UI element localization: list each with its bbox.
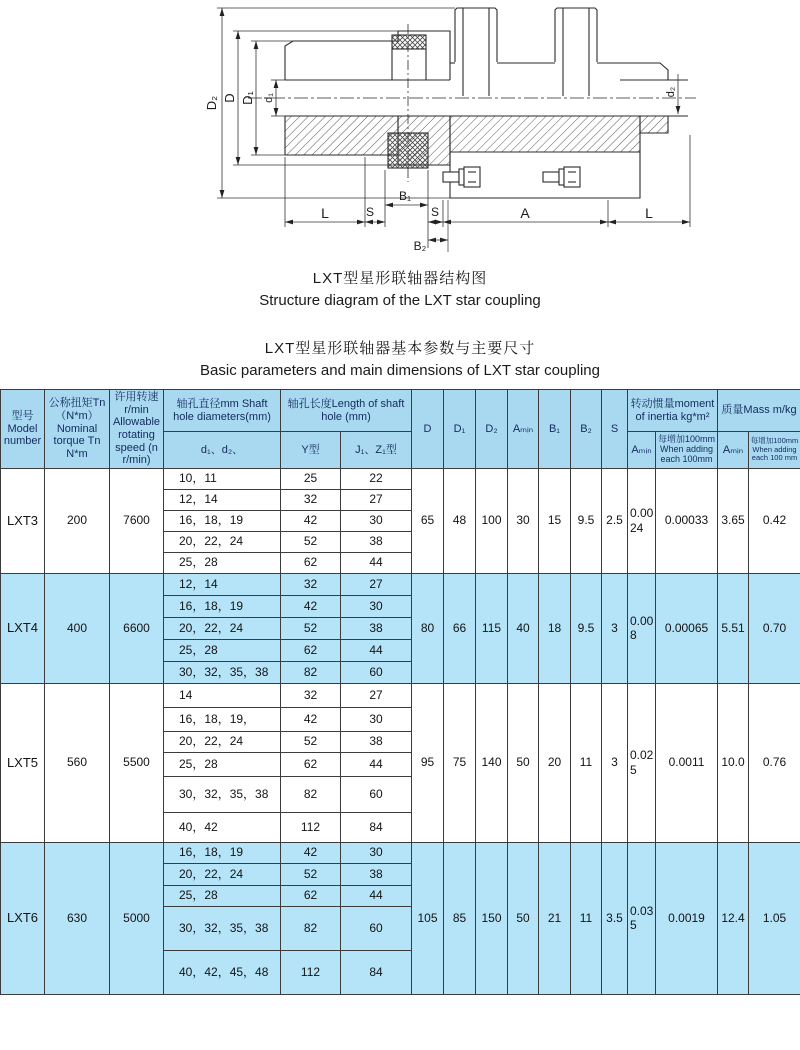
model-name: LXT3 bbox=[1, 468, 45, 573]
dimension-labels bbox=[204, 87, 677, 253]
subheader-mass-amin: Aₘᵢₙ bbox=[718, 432, 749, 469]
y-len-cell: 52 bbox=[281, 863, 341, 885]
params-title-zh: LXT型星形联轴器基本参数与主要尺寸 bbox=[264, 340, 536, 357]
subheader-inertia-add: 每增加100mm When adding each 100mm bbox=[656, 432, 718, 469]
jz-len-cell: 84 bbox=[341, 812, 412, 842]
model-torque: 400 bbox=[45, 573, 110, 683]
dim-B2: 9.5 bbox=[571, 468, 602, 573]
shaft-dia-cell: 40，42，45，48 bbox=[164, 950, 281, 994]
structure-caption-zh: LXT型星形联轴器结构图 bbox=[312, 270, 488, 287]
col-header-S: S bbox=[602, 390, 628, 469]
jz-len-cell: 38 bbox=[341, 731, 412, 752]
jz-len-cell: 27 bbox=[341, 573, 412, 595]
y-len-cell: 52 bbox=[281, 731, 341, 752]
y-len-cell: 82 bbox=[281, 661, 341, 683]
coupling-structure-diagram bbox=[0, 0, 800, 258]
dim-label-L-right: L bbox=[645, 205, 653, 221]
jz-len-cell: 44 bbox=[341, 552, 412, 573]
shaft-dia-cell: 30，32，35，38 bbox=[164, 776, 281, 812]
dim-B1: 18 bbox=[539, 573, 571, 683]
jz-len-cell: 30 bbox=[341, 595, 412, 617]
dim-label-S-left: S bbox=[365, 205, 375, 219]
y-len-cell: 32 bbox=[281, 683, 341, 707]
dim-label-L-left: L bbox=[321, 205, 329, 221]
col-header-model bbox=[1, 390, 45, 469]
dim-Amin: 30 bbox=[508, 468, 539, 573]
model-torque: 630 bbox=[45, 842, 110, 994]
shaft-dia-cell: 25，28 bbox=[164, 639, 281, 661]
dim-B2: 11 bbox=[571, 683, 602, 842]
col-header-shaft-dia: 轴孔直径mm Shaft hole diameters(mm) bbox=[164, 390, 281, 432]
shaft-dia-cell: 14 bbox=[164, 683, 281, 707]
structure-caption-en: Structure diagram of the LXT star coupling bbox=[259, 292, 541, 309]
jz-len-cell: 30 bbox=[341, 707, 412, 731]
jz-len-cell: 27 bbox=[341, 683, 412, 707]
subheader-jz-type: J₁、Z₁型 bbox=[341, 432, 412, 469]
dim-D: 65 bbox=[412, 468, 444, 573]
shaft-dia-cell: 12，14 bbox=[164, 489, 281, 510]
jz-len-cell: 60 bbox=[341, 906, 412, 950]
inertia-add: 0.0019 bbox=[656, 842, 718, 994]
shaft-dia-cell: 20，22，24 bbox=[164, 617, 281, 639]
dim-B1: 20 bbox=[539, 683, 571, 842]
dim-D2: 140 bbox=[476, 683, 508, 842]
col-header-D2: D₂ bbox=[476, 390, 508, 469]
y-len-cell: 42 bbox=[281, 707, 341, 731]
mass-amin: 12.4 bbox=[718, 842, 749, 994]
col-header-mass: 质量Mass m/kg bbox=[718, 390, 800, 432]
dim-D1: 48 bbox=[444, 468, 476, 573]
shaft-dia-cell: 30，32，35，38 bbox=[164, 661, 281, 683]
dim-B1: 21 bbox=[539, 842, 571, 994]
model-speed: 5500 bbox=[110, 683, 164, 842]
mass-add: 0.42 bbox=[749, 468, 800, 573]
y-len-cell: 42 bbox=[281, 510, 341, 531]
col-header-B2: B₂ bbox=[571, 390, 602, 469]
dim-label-D2: D₂ bbox=[204, 95, 219, 111]
bolt-left bbox=[443, 167, 480, 187]
jz-len-cell: 44 bbox=[341, 752, 412, 776]
model-torque: 560 bbox=[45, 683, 110, 842]
y-len-cell: 112 bbox=[281, 812, 341, 842]
y-len-cell: 32 bbox=[281, 489, 341, 510]
flange-tower-2 bbox=[555, 8, 597, 62]
mass-amin: 5.51 bbox=[718, 573, 749, 683]
dim-S: 2.5 bbox=[602, 468, 628, 573]
right-hub-outline bbox=[640, 63, 668, 80]
shaft-dia-cell: 25，28 bbox=[164, 752, 281, 776]
dim-S: 3 bbox=[602, 683, 628, 842]
model-name: LXT5 bbox=[1, 683, 45, 842]
y-len-cell: 62 bbox=[281, 752, 341, 776]
dim-D2: 115 bbox=[476, 573, 508, 683]
model-torque: 200 bbox=[45, 468, 110, 573]
middle-body-section-hatch bbox=[450, 116, 640, 152]
col-header-Amin: Aₘᵢₙ bbox=[508, 390, 539, 469]
jz-len-cell: 44 bbox=[341, 639, 412, 661]
model-header-en: Model number bbox=[3, 422, 42, 448]
model-name: LXT6 bbox=[1, 842, 45, 994]
mass-add: 0.76 bbox=[749, 683, 800, 842]
left-hub-section-hatch bbox=[285, 116, 398, 155]
dim-B1: 15 bbox=[539, 468, 571, 573]
shaft-dia-cell: 20，22，24 bbox=[164, 531, 281, 552]
mass-add: 1.05 bbox=[749, 842, 800, 994]
dim-B2: 11 bbox=[571, 842, 602, 994]
col-header-shaft-len: 轴孔长度Length of shaft hole (mm) bbox=[281, 390, 412, 432]
dim-label-D1: D₁ bbox=[240, 91, 255, 105]
dim-label-S-right: S bbox=[430, 205, 440, 219]
dim-D: 105 bbox=[412, 842, 444, 994]
y-len-cell: 62 bbox=[281, 639, 341, 661]
jz-len-cell: 30 bbox=[341, 842, 412, 863]
parameters-table bbox=[0, 389, 800, 995]
model-header-zh: 型号 bbox=[11, 409, 34, 422]
dim-Amin: 50 bbox=[508, 842, 539, 994]
inertia-amin: 0.025 bbox=[628, 683, 656, 842]
dim-S: 3 bbox=[602, 573, 628, 683]
y-len-cell: 112 bbox=[281, 950, 341, 994]
shaft-dia-cell: 25，28 bbox=[164, 552, 281, 573]
shaft-dia-cell: 40，42 bbox=[164, 812, 281, 842]
table-row bbox=[1, 573, 800, 595]
jz-len-cell: 27 bbox=[341, 489, 412, 510]
inertia-amin: 0.035 bbox=[628, 842, 656, 994]
dim-S: 3.5 bbox=[602, 842, 628, 994]
table-row bbox=[1, 683, 800, 707]
dim-D2: 150 bbox=[476, 842, 508, 994]
dim-D: 80 bbox=[412, 573, 444, 683]
y-len-cell: 62 bbox=[281, 885, 341, 906]
jz-len-cell: 60 bbox=[341, 661, 412, 683]
col-header-D: D bbox=[412, 390, 444, 469]
header-row-1 bbox=[1, 390, 800, 432]
y-len-cell: 32 bbox=[281, 573, 341, 595]
shaft-dia-cell: 20，22，24 bbox=[164, 731, 281, 752]
dim-Amin: 50 bbox=[508, 683, 539, 842]
coupling-section-geometry bbox=[248, 8, 696, 198]
y-len-cell: 82 bbox=[281, 776, 341, 812]
mass-amin: 10.0 bbox=[718, 683, 749, 842]
subheader-inertia-amin: Aₘᵢₙ bbox=[628, 432, 656, 469]
inertia-add: 0.0011 bbox=[656, 683, 718, 842]
star-element-section bbox=[388, 133, 428, 168]
y-len-cell: 52 bbox=[281, 617, 341, 639]
jz-len-cell: 38 bbox=[341, 863, 412, 885]
mass-add: 0.70 bbox=[749, 573, 800, 683]
col-header-B1: B₁ bbox=[539, 390, 571, 469]
y-len-cell: 52 bbox=[281, 531, 341, 552]
params-title-en: Basic parameters and main dimensions of LXT star coupling bbox=[200, 362, 600, 379]
shaft-dia-cell: 12，14 bbox=[164, 573, 281, 595]
col-header-inertia: 转动惯量moment of inertia kg*m² bbox=[628, 390, 718, 432]
shaft-dia-cell: 20，22，24 bbox=[164, 863, 281, 885]
dim-label-d2: d₂ bbox=[665, 86, 677, 98]
shaft-dia-cell: 16，18，19， bbox=[164, 707, 281, 731]
subheader-y-type: Y型 bbox=[281, 432, 341, 469]
col-header-speed: 许用转速r/min Allowable rotating speed (n r/min) bbox=[110, 390, 164, 469]
jz-len-cell: 60 bbox=[341, 776, 412, 812]
model-speed: 6600 bbox=[110, 573, 164, 683]
shaft-dia-cell: 30，32，35，38 bbox=[164, 906, 281, 950]
table-row bbox=[1, 842, 800, 863]
dim-D: 95 bbox=[412, 683, 444, 842]
jz-len-cell: 38 bbox=[341, 531, 412, 552]
subheader-mass-add: 每增加100mm When adding each 100 mm bbox=[749, 432, 800, 469]
dim-B2: 9.5 bbox=[571, 573, 602, 683]
jz-len-cell: 38 bbox=[341, 617, 412, 639]
jz-len-cell: 22 bbox=[341, 468, 412, 489]
shaft-dia-cell: 16，18，19 bbox=[164, 842, 281, 863]
y-len-cell: 42 bbox=[281, 595, 341, 617]
bolt-right bbox=[543, 167, 580, 187]
jz-len-cell: 30 bbox=[341, 510, 412, 531]
shaft-dia-cell: 25，28 bbox=[164, 885, 281, 906]
dim-label-A: A bbox=[520, 205, 530, 221]
col-header-D1: D₁ bbox=[444, 390, 476, 469]
shaft-dia-cell: 16，18，19 bbox=[164, 595, 281, 617]
shaft-dia-cell: 16，18，19 bbox=[164, 510, 281, 531]
flange-tower-1 bbox=[455, 8, 497, 62]
dim-D1: 85 bbox=[444, 842, 476, 994]
dim-label-D: D bbox=[222, 93, 237, 103]
dim-D1: 66 bbox=[444, 573, 476, 683]
mass-amin: 3.65 bbox=[718, 468, 749, 573]
y-len-cell: 82 bbox=[281, 906, 341, 950]
model-speed: 7600 bbox=[110, 468, 164, 573]
y-len-cell: 25 bbox=[281, 468, 341, 489]
inertia-amin: 0.008 bbox=[628, 573, 656, 683]
dim-label-B1: B₁ bbox=[398, 189, 412, 203]
y-len-cell: 42 bbox=[281, 842, 341, 863]
jz-len-cell: 44 bbox=[341, 885, 412, 906]
jz-len-cell: 84 bbox=[341, 950, 412, 994]
right-hub-section-hatch bbox=[640, 116, 668, 133]
inertia-add: 0.00033 bbox=[656, 468, 718, 573]
dim-Amin: 40 bbox=[508, 573, 539, 683]
model-speed: 5000 bbox=[110, 842, 164, 994]
dim-label-d1: d₁ bbox=[263, 93, 275, 103]
model-name: LXT4 bbox=[1, 573, 45, 683]
dim-D2: 100 bbox=[476, 468, 508, 573]
dim-D1: 75 bbox=[444, 683, 476, 842]
table-row bbox=[1, 468, 800, 489]
shaft-dia-cell: 10，11 bbox=[164, 468, 281, 489]
inertia-add: 0.00065 bbox=[656, 573, 718, 683]
y-len-cell: 62 bbox=[281, 552, 341, 573]
inertia-amin: 0.0024 bbox=[628, 468, 656, 573]
star-element-top bbox=[392, 35, 426, 49]
subheader-d1-d2: d₁、d₂、 bbox=[164, 432, 281, 469]
col-header-torque: 公称扭矩Tn（N*m） Nominal torque Tn N*m bbox=[45, 390, 110, 469]
dim-label-B2: B₂ bbox=[413, 239, 427, 253]
